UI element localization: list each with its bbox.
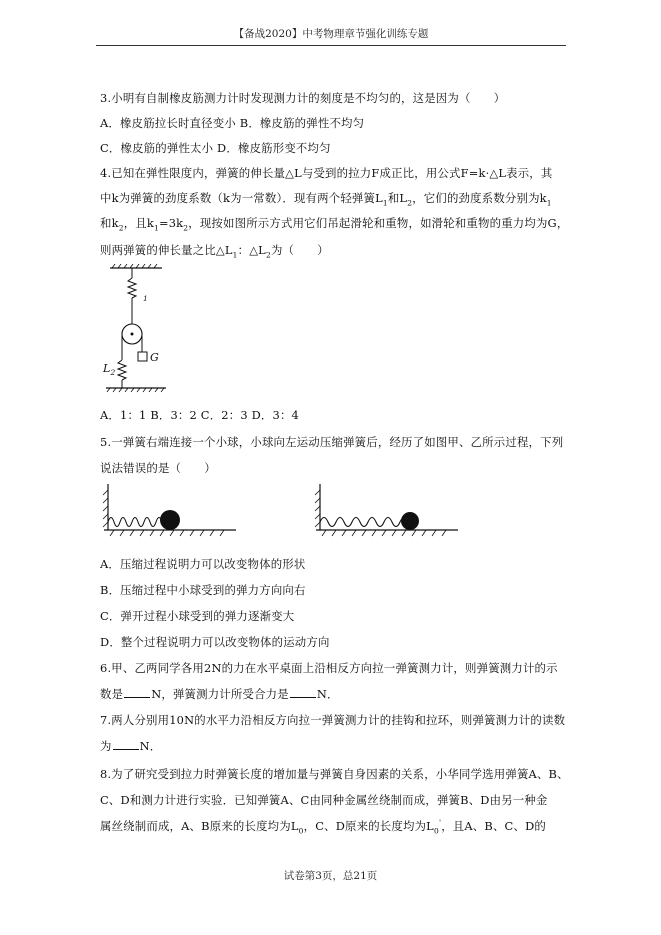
q5-option-d: D．整个过程说明力可以改变物体的运动方向 [100, 635, 330, 649]
q8-line3: 属丝绕制而成，A、B原来的长度均为$L_0$，C、D原来的长度均为$L_0'$，且A、B、C、D的 [100, 818, 546, 836]
q5-line2: 说法错误的是（ ） [100, 461, 216, 475]
page-footer: 试卷第3页，总21页 [283, 870, 378, 882]
q4-options: A．1：1 B．3：2 C．2：3 D．3：4 [100, 408, 300, 422]
q4-line4: 则两弹簧的伸长量之比$\triangle L_1$：$\triangle L_2$为（ ） [100, 243, 329, 260]
q5-line1: 5.一弹簧右端连接一个小球，小球向左运动压缩弹簧后，经历了如图甲、乙所示过程，下列 [100, 435, 564, 449]
q6-line2: 数是 N，弹簧测力计所受合力是 N． [100, 687, 339, 701]
q8-line1: 8.为了研究受到拉力时弹簧长度的增加量与弹簧自身因素的关系，小华同学选用弹簧A、B、 [100, 767, 569, 781]
q7-line1: 7.两人分别用10N的水平力沿相反方向拉一弹簧测力计的挂钩和拉环，则弹簧测力计的读数 [100, 713, 566, 727]
q7-blank[interactable] [113, 739, 139, 750]
fig-label-G: G [150, 351, 159, 364]
page-header: 【备战2020】中考物理章节强化训练专题 [96, 26, 566, 46]
spring-ball-figure-compress [100, 482, 240, 542]
q8-line2: C、D和测力计进行实验．已知弹簧A、C由同种金属丝绕制而成，弹簧B、D由另一种金 [100, 793, 548, 807]
q4-line2: 中k为弹簧的劲度系数（k为一常数）．现有两个轻弹簧$L_1$和$L_2$，它们的劲度系数分别为$k_1$ [100, 191, 552, 208]
q4-line3: 和$k_2$，且$k_1=3k_2$，现按如图所示方式用它们吊起滑轮和重物，如滑轮和重物的重力均为G， [100, 216, 569, 233]
q3-options-line2: C．橡皮筋的弹性太小 D．橡皮筋形变不均匀 [100, 141, 331, 155]
q5-option-a: A．压缩过程说明力可以改变物体的形状 [100, 557, 306, 571]
q3-options-line1: A．橡皮筋拉长时直径变小 B．橡皮筋的弹性不均匀 [100, 116, 365, 130]
q4-line1: 4.已知在弹性限度内，弹簧的伸长量△L与受到的拉力F成正比，用公式F=k·△L表示，其 [100, 166, 553, 180]
spring-ball-figure-release [312, 482, 462, 542]
q6-blank-2[interactable] [290, 687, 316, 698]
q5-option-b: B．压缩过程中小球受到的弹力方向向右 [100, 583, 306, 597]
q3-stem: 3.小明有自制橡皮筋测力计时发现测力计的刻度是不均匀的，这是因为（ ） [100, 91, 506, 105]
fig-label-L2: $L_2$ [103, 362, 116, 378]
q5-option-c: C．弹开过程小球受到的弹力逐渐变大 [100, 609, 295, 623]
q7-line2: 为 N． [100, 739, 162, 753]
q6-blank-1[interactable] [124, 687, 150, 698]
fig-label-L1: 1 [143, 294, 148, 304]
q6-line1: 6.甲、乙两同学各用2N的力在水平桌面上沿相反方向拉一弹簧测力计，则弹簧测力计的示 [100, 661, 558, 675]
